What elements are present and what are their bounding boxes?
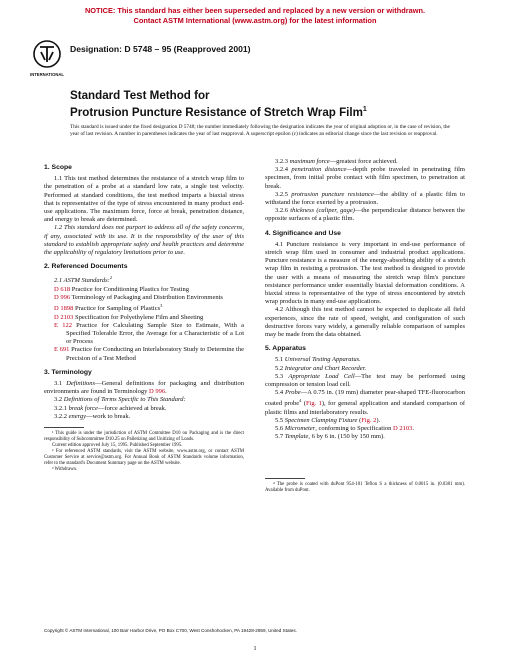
footnote-4: ⁴ The probe is coated with duPont 954-101 Teflon S a thickness of 0.0015 in. (0.0381 mm). Available from duPont. xyxy=(265,481,465,493)
reference-item: E 122 Practice for Calculating Sample Size to Estimate, With a Specified Tolerable Error, the Average for a Characteristic of a Lot or Process xyxy=(54,321,244,346)
para-3-2-3: 3.2.3 maximum force—greatest force achieved. xyxy=(275,158,398,165)
footnote-1: ¹ This guide is under the jurisdiction of ASTM Committee D10 on Packaging and is the direct responsibility of Subcommittee D10.25 on Palletizing and Unitizing of Loads. xyxy=(44,431,244,442)
reference-item: D 2103 Specification for Polyethylene Film and Sheeting xyxy=(54,313,204,321)
footnote-3: ³ Withdrawn. xyxy=(52,467,78,472)
reference-link[interactable]: D 2103 xyxy=(54,313,74,321)
section-references-heading: 2. Referenced Documents xyxy=(44,263,128,271)
logo-text: INTERNATIONAL xyxy=(30,72,64,77)
page-number: 1 xyxy=(253,645,257,652)
para-5-1: 5.1 Universal Testing Apparatus. xyxy=(275,356,361,364)
reference-link[interactable]: E 691 xyxy=(54,346,70,354)
para-4-1: 4.1 Puncture resistance is very important in end-use performance of stretch wrap film used in consumer and industrial product applications. Puncture resistance is a measure of the energy-absorbing ability of a stretch wrap film in resisting a protrusion. The test method is designed to provide the user with a means of measuring the stretch wrap film's puncture resistance performance under essentially biaxial deformation conditions. A biaxial stress is representative of the type of stress encountered by stretch wrap products in many end-use applications. xyxy=(265,240,465,306)
section-apparatus-heading: 5. Apparatus xyxy=(265,345,306,353)
references-intro: 2.1 ASTM Standards:$^2$ xyxy=(54,275,113,285)
designation: Designation: D 5748 – 95 (Reapproved 2001) xyxy=(70,44,251,54)
astm-logo xyxy=(32,38,62,80)
figure-link[interactable]: Fig. 2 xyxy=(361,417,377,425)
para-3-2-2: 3.2.2 energy—work to break. xyxy=(54,412,131,420)
reference-item: D 1898 Practice for Sampling of Plastics$^3$ xyxy=(54,303,163,313)
para-3-2-5: 3.2.5 protrusion puncture resistance—the ability of a plastic film to withstand the force exerted by a protrusion. xyxy=(265,190,465,207)
para-1-1: 1.1 This test method determines the resistance of a stretch wrap film to the penetration of a probe at a standard low rate, a single test velocity. Performed at standard conditions, the test method imparts a biaxial stress that is representative of the type of stress encountered in many product end-use applications. The maximum force, force at break, penetration distance, and energy to break are determined. xyxy=(44,175,244,224)
notice-line-1: NOTICE: This standard has either been superseded and replaced by a new version or withdrawn. xyxy=(84,6,426,15)
para-5-6: 5.6 Micrometer, conforming to Specification D 2103. xyxy=(275,425,414,433)
reference-link[interactable]: D 1898 xyxy=(54,305,74,313)
issuance-note: This standard is issued under the fixed designation D 5748; the number immediately following the designation indicates the year of original adoption or, in the case of revision, the year of last revision. A number in parentheses indicates the year of last reapproval. A superscript epsilon (ε) indicates an editorial change since the last revision or reapproval. xyxy=(70,124,450,137)
para-5-2: 5.2 Integrator and Chart Recorder. xyxy=(275,364,367,372)
copyright-footer: Copyright © ASTM International, 100 Barr Harbor Drive, PO Box C700, West Conshohocken, PA 19428-2959, United States. xyxy=(44,628,297,633)
para-5-7: 5.7 Template, 6 by 6 in. (150 by 150 mm). xyxy=(275,433,385,441)
withdrawn-notice xyxy=(0,6,510,25)
para-3-2-1: 3.2.1 break force—force achieved at break. xyxy=(54,404,167,412)
para-5-5: 5.5 Specimen Clamping Fixture (Fig. 2). xyxy=(275,417,381,425)
para-4-2: 4.2 Although this test method cannot be expected to duplicate all field experiences, since the rate of speed, weight, and configuration of such destructive forces vary widely, a generally reliable comparison of samples may be made from the data obtained. xyxy=(265,306,465,339)
para-1-2: 1.2 This standard does not purport to address all of the safety concerns, if any, associated with its use. It is the responsibility of the user of this standard to establish appropriate safety and health practices and determine the applicability of regulatory limitations prior to use. xyxy=(44,224,244,257)
section-terminology-heading: 3. Terminology xyxy=(44,368,92,376)
title-line-2: Protrusion Puncture Resistance of Stretch Wrap Film$^1$ xyxy=(70,105,367,119)
para-3-1: 3.1 Definitions—General definitions for packaging and distribution environments are found in Terminology D 996. xyxy=(44,379,244,396)
section-significance-heading: 4. Significance and Use xyxy=(265,229,341,237)
reference-link[interactable]: D 618 xyxy=(54,285,71,293)
reference-item: E 691 Practice for Conducting an Interlaboratory Study to Determine the Precision of a Test Method xyxy=(54,346,244,362)
reference-link[interactable]: D 2103 xyxy=(393,425,413,433)
reference-link[interactable]: D 996 xyxy=(54,294,71,301)
title-line-1: Standard Test Method for xyxy=(70,89,210,102)
reference-item: D 618 Practice for Conditioning Plastics for Testing xyxy=(54,285,190,293)
figure-link[interactable]: Fig. 1 xyxy=(305,400,322,408)
reference-item: D 996 Terminology of Packaging and Distribution Environments xyxy=(54,294,223,301)
section-scope-heading: 1. Scope xyxy=(44,164,72,171)
footnote-1b: Current edition approved July 15, 1995. Published September 1995. xyxy=(52,443,183,448)
para-5-3: 5.3 Appropriate Load Cell—The test may be performed using compression or tension load cell. xyxy=(265,372,466,389)
para-3-2: 3.2 Definitions of Terms Specific to This Standard: xyxy=(54,396,186,404)
footnote-2: ² For referenced ASTM standards, visit the ASTM website, www.astm.org, or contact ASTM Customer Service at service@astm.org. For Annual Book of ASTM Standards volume information, refer to the standard's Document Summary page on the ASTM website. xyxy=(44,449,244,466)
right-column xyxy=(265,158,465,494)
para-5-4: 5.4 Probe—A 0.75 in. (19 mm) diameter pear-shaped TFE-fluorocarbon coated probe$^4$ (Fig. 1), for general application and standard comparison of plastic films and interlaboratory results. xyxy=(265,389,466,416)
notice-line-2: Contact ASTM International (www.astm.org) for the latest information xyxy=(133,15,377,25)
reference-link[interactable]: E 122 xyxy=(54,321,72,329)
page-title xyxy=(70,89,480,119)
para-3-2-6: 3.2.6 thickness (caliper, gage)—the perpendicular distance between the opposite surfaces of a plastic film. xyxy=(265,207,465,223)
para-3-2-4: 3.2.4 penetration distance—depth probe traveled in penetrating film specimen, from initial probe contact with film specimen, to penetration at break. xyxy=(265,166,465,190)
reference-link[interactable]: D 996 xyxy=(149,388,166,396)
footnote-divider xyxy=(44,427,84,428)
left-column xyxy=(44,158,244,473)
footnote-divider xyxy=(265,478,305,479)
